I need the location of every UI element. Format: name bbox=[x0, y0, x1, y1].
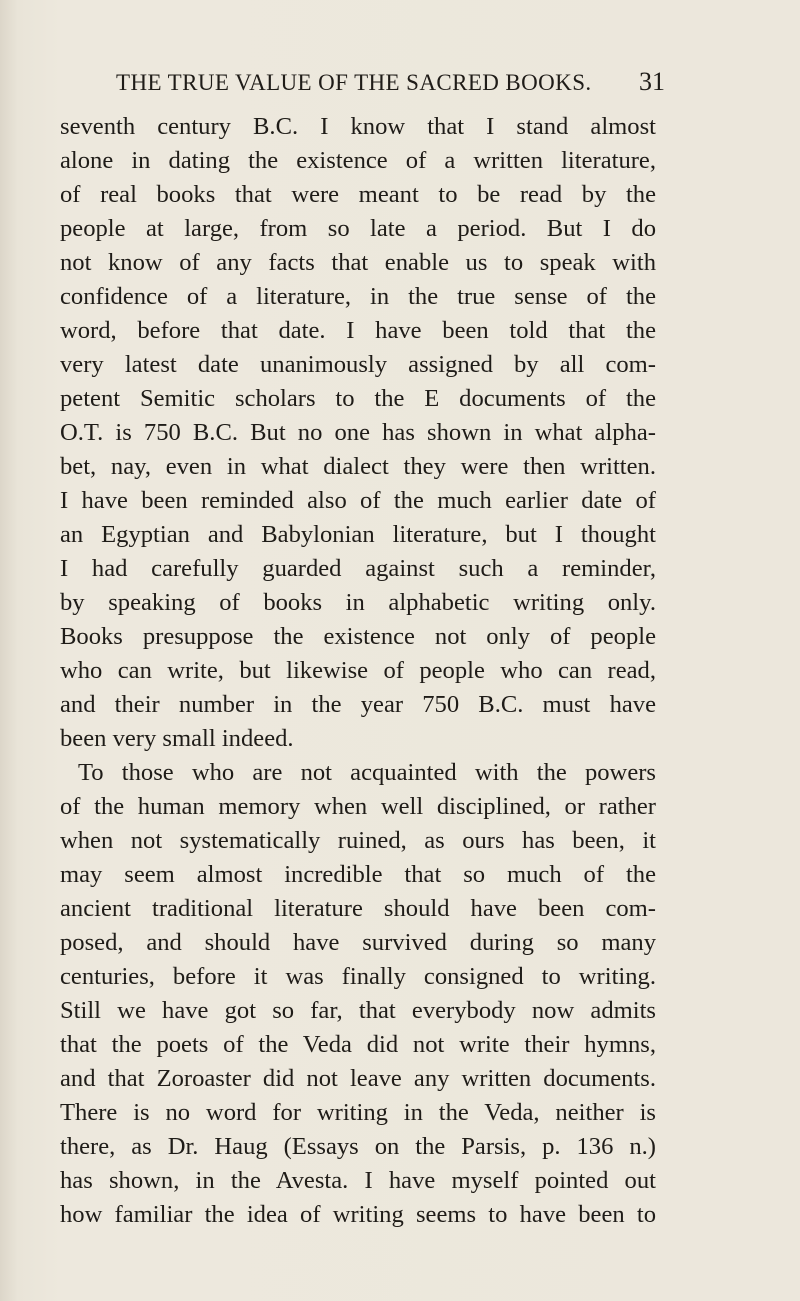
text-line: posed, and should have survived during so many bbox=[60, 929, 656, 956]
text-line: petent Semitic scholars to the E documents of the bbox=[60, 385, 656, 412]
page-number: 31 bbox=[639, 67, 665, 96]
text-line: Still we have got so far, that everybody now admits bbox=[60, 997, 656, 1024]
text-line: who can write, but likewise of people who can read, bbox=[60, 657, 656, 684]
text-line: There is no word for writing in the Veda, neither is bbox=[60, 1099, 656, 1126]
text-line: when not systematically ruined, as ours has been, it bbox=[60, 827, 656, 854]
text-line: alone in dating the existence of a written literature, bbox=[60, 147, 656, 174]
running-head-title: THE TRUE VALUE OF THE SACRED BOOKS. bbox=[116, 70, 592, 95]
text-line: by speaking of books in alphabetic writing only. bbox=[60, 589, 656, 616]
text-line: word, before that date. I have been told that the bbox=[60, 317, 656, 344]
text-line: not know of any facts that enable us to speak with bbox=[60, 249, 656, 276]
text-line: very latest date unanimously assigned by all com- bbox=[60, 351, 656, 378]
text-line: I have been reminded also of the much earlier date of bbox=[60, 487, 656, 514]
text-line: bet, nay, even in what dialect they were then written. bbox=[60, 453, 656, 480]
text-line: been very small indeed. bbox=[60, 725, 294, 752]
text-line: I had carefully guarded against such a reminder, bbox=[60, 555, 656, 582]
text-line: people at large, from so late a period. But I do bbox=[60, 215, 656, 242]
text-line: of the human memory when well disciplined, or rather bbox=[60, 793, 656, 820]
text-line: To those who are not acquainted with the powers bbox=[78, 759, 656, 786]
text-line: an Egyptian and Babylonian literature, but I thought bbox=[60, 521, 656, 548]
text-line: has shown, in the Avesta. I have myself pointed out bbox=[60, 1167, 656, 1194]
text-line: there, as Dr. Haug (Essays on the Parsis, p. 136 n.) bbox=[60, 1133, 656, 1160]
running-head bbox=[116, 67, 665, 100]
text-line: ancient traditional literature should have been com- bbox=[60, 895, 656, 922]
text-line: seventh century B.C. I know that I stand almost bbox=[60, 113, 656, 140]
text-line: that the poets of the Veda did not write their hymns, bbox=[60, 1031, 656, 1058]
text-line: confidence of a literature, in the true sense of the bbox=[60, 283, 656, 310]
text-line: and their number in the year 750 B.C. must have bbox=[60, 691, 656, 718]
text-line: centuries, before it was finally consigned to writing. bbox=[60, 963, 656, 990]
text-line: Books presuppose the existence not only of people bbox=[60, 623, 656, 650]
text-line: of real books that were meant to be read by the bbox=[60, 181, 656, 208]
text-line: may seem almost incredible that so much of the bbox=[60, 861, 656, 888]
text-line: O.T. is 750 B.C. But no one has shown in what alpha- bbox=[60, 419, 656, 446]
text-line: how familiar the idea of writing seems to have been to bbox=[60, 1201, 656, 1228]
text-line: and that Zoroaster did not leave any written documents. bbox=[60, 1065, 656, 1092]
